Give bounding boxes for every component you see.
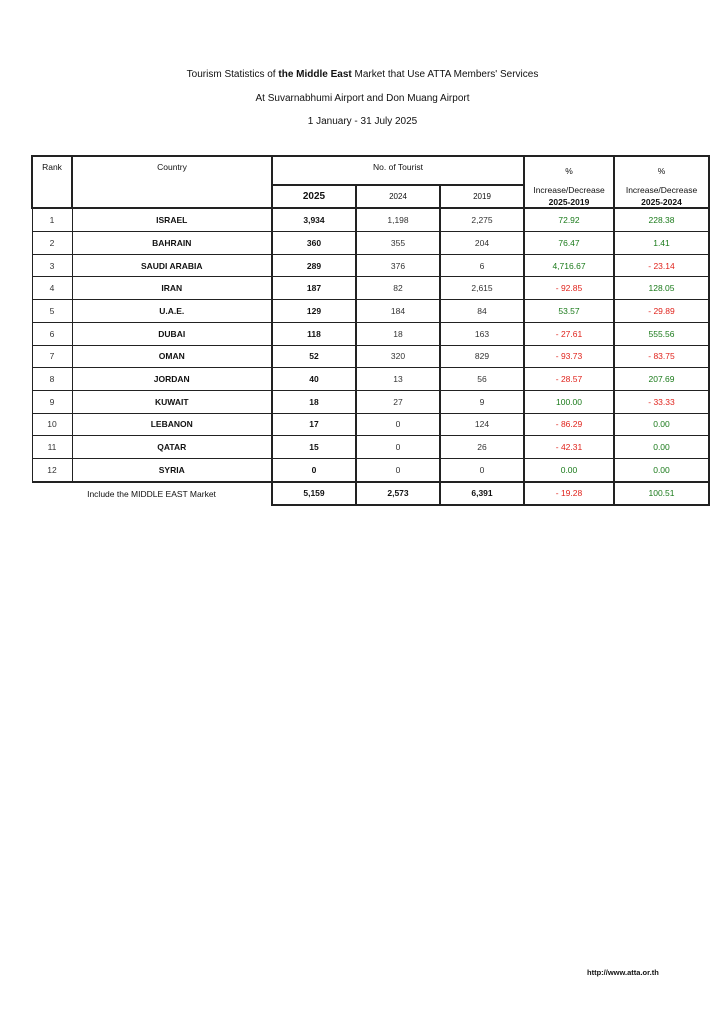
table-row — [32, 232, 709, 255]
tourists-2019-cell: 0 — [440, 458, 524, 481]
tourists-2025-cell: 40 — [272, 368, 356, 391]
country-cell: OMAN — [72, 345, 272, 368]
title-line-1: Tourism Statistics of the Middle East Market that Use ATTA Members' Services — [186, 69, 539, 80]
table-row — [32, 436, 709, 459]
country-cell: IRAN — [72, 277, 272, 300]
table-row — [32, 277, 709, 300]
country-cell: BAHRAIN — [72, 232, 272, 255]
header-rank: Rank — [32, 156, 72, 208]
rank-cell: 2 — [32, 232, 72, 255]
header-2024: 2024 — [356, 185, 440, 209]
change-2025-2024-cell: 128.05 — [614, 277, 709, 300]
table-row — [32, 300, 709, 323]
change-2025-2024-cell: 0.00 — [614, 436, 709, 459]
change-2025-2019-cell: - 93.73 — [524, 345, 614, 368]
header-row-1 — [32, 156, 709, 185]
change-2025-2024-cell: - 83.75 — [614, 345, 709, 368]
tourism-stats-table — [31, 155, 710, 506]
rank-cell: 9 — [32, 390, 72, 413]
rank-cell: 7 — [32, 345, 72, 368]
tourists-2025-cell: 15 — [272, 436, 356, 459]
rank-cell: 5 — [32, 300, 72, 323]
header-country: Country — [72, 156, 272, 208]
table-row — [32, 413, 709, 436]
country-cell: ISRAEL — [72, 208, 272, 231]
tourists-2024-cell: 0 — [356, 458, 440, 481]
header-pct-2: % — [614, 156, 709, 185]
total-2025: 5,159 — [272, 482, 356, 506]
country-cell: JORDAN — [72, 368, 272, 391]
tourists-2019-cell: 26 — [440, 436, 524, 459]
change-2025-2019-cell: 76.47 — [524, 232, 614, 255]
header-pct-1: % — [524, 156, 614, 185]
rank-cell: 4 — [32, 277, 72, 300]
tourists-2024-cell: 355 — [356, 232, 440, 255]
change-2025-2024-cell: - 23.14 — [614, 254, 709, 277]
rank-cell: 6 — [32, 322, 72, 345]
rank-cell: 12 — [32, 458, 72, 481]
country-cell: KUWAIT — [72, 390, 272, 413]
tourists-2025-cell: 3,934 — [272, 208, 356, 231]
change-2025-2019-cell: - 28.57 — [524, 368, 614, 391]
tourists-2025-cell: 0 — [272, 458, 356, 481]
country-cell: SYRIA — [72, 458, 272, 481]
rank-cell: 11 — [32, 436, 72, 459]
change-2025-2019-cell: 0.00 — [524, 458, 614, 481]
header-2019: 2019 — [440, 185, 524, 209]
tourists-2024-cell: 320 — [356, 345, 440, 368]
tourists-2024-cell: 0 — [356, 413, 440, 436]
tourists-2024-cell: 82 — [356, 277, 440, 300]
tourists-2025-cell: 17 — [272, 413, 356, 436]
header-change-2025-2019: Increase/Decrease 2025-2019 — [524, 185, 614, 209]
total-change-2025-2024: 100.51 — [614, 482, 709, 506]
tourists-2025-cell: 360 — [272, 232, 356, 255]
tourists-2019-cell: 2,275 — [440, 208, 524, 231]
header-2025: 2025 — [272, 185, 356, 209]
change-2025-2019-cell: 72.92 — [524, 208, 614, 231]
tourists-2019-cell: 56 — [440, 368, 524, 391]
total-2024: 2,573 — [356, 482, 440, 506]
change-2025-2019-cell: - 92.85 — [524, 277, 614, 300]
table-row — [32, 208, 709, 231]
change-2025-2019-cell: - 86.29 — [524, 413, 614, 436]
tourists-2025-cell: 52 — [272, 345, 356, 368]
tourists-2019-cell: 9 — [440, 390, 524, 413]
total-label: Include the MIDDLE EAST Market — [32, 482, 272, 506]
change-2025-2019-cell: 4,716.67 — [524, 254, 614, 277]
change-2025-2024-cell: 0.00 — [614, 413, 709, 436]
total-row — [32, 482, 709, 506]
tourists-2019-cell: 2,615 — [440, 277, 524, 300]
tourists-2019-cell: 204 — [440, 232, 524, 255]
tourists-2019-cell: 163 — [440, 322, 524, 345]
change-2025-2024-cell: 555.56 — [614, 322, 709, 345]
footer-url: http://www.atta.or.th — [587, 968, 659, 977]
country-cell: DUBAI — [72, 322, 272, 345]
header-no-of-tourist: No. of Tourist — [272, 156, 524, 185]
tourists-2025-cell: 118 — [272, 322, 356, 345]
change-2025-2019-cell: - 27.61 — [524, 322, 614, 345]
tourists-2019-cell: 6 — [440, 254, 524, 277]
table-body — [32, 208, 709, 481]
tourists-2025-cell: 129 — [272, 300, 356, 323]
change-2025-2019-cell: 100.00 — [524, 390, 614, 413]
table-row — [32, 368, 709, 391]
title-line-2: At Suvarnabhumi Airport and Don Muang Airport — [255, 93, 470, 104]
change-2025-2024-cell: 207.69 — [614, 368, 709, 391]
title-date-range: 1 January - 31 July 2025 — [307, 116, 418, 127]
change-2025-2024-cell: 1.41 — [614, 232, 709, 255]
total-change-2025-2019: - 19.28 — [524, 482, 614, 506]
tourists-2024-cell: 376 — [356, 254, 440, 277]
table-row — [32, 254, 709, 277]
change-2025-2019-cell: 53.57 — [524, 300, 614, 323]
tourists-2019-cell: 829 — [440, 345, 524, 368]
change-2025-2024-cell: 228.38 — [614, 208, 709, 231]
change-2025-2024-cell: 0.00 — [614, 458, 709, 481]
tourists-2024-cell: 1,198 — [356, 208, 440, 231]
rank-cell: 1 — [32, 208, 72, 231]
country-cell: U.A.E. — [72, 300, 272, 323]
tourists-2024-cell: 27 — [356, 390, 440, 413]
tourists-2024-cell: 18 — [356, 322, 440, 345]
tourists-2019-cell: 124 — [440, 413, 524, 436]
tourists-2025-cell: 187 — [272, 277, 356, 300]
tourists-2025-cell: 18 — [272, 390, 356, 413]
tourists-2024-cell: 13 — [356, 368, 440, 391]
country-cell: SAUDI ARABIA — [72, 254, 272, 277]
rank-cell: 8 — [32, 368, 72, 391]
tourists-2025-cell: 289 — [272, 254, 356, 277]
change-2025-2019-cell: - 42.31 — [524, 436, 614, 459]
table-row — [32, 458, 709, 481]
country-cell: LEBANON — [72, 413, 272, 436]
total-2019: 6,391 — [440, 482, 524, 506]
change-2025-2024-cell: - 33.33 — [614, 390, 709, 413]
table-row — [32, 390, 709, 413]
table-row — [32, 345, 709, 368]
header-change-2025-2024: Increase/Decrease 2025-2024 — [614, 185, 709, 209]
rank-cell: 3 — [32, 254, 72, 277]
country-cell: QATAR — [72, 436, 272, 459]
change-2025-2024-cell: - 29.89 — [614, 300, 709, 323]
rank-cell: 10 — [32, 413, 72, 436]
tourists-2024-cell: 184 — [356, 300, 440, 323]
table-row — [32, 322, 709, 345]
tourists-2019-cell: 84 — [440, 300, 524, 323]
tourists-2024-cell: 0 — [356, 436, 440, 459]
